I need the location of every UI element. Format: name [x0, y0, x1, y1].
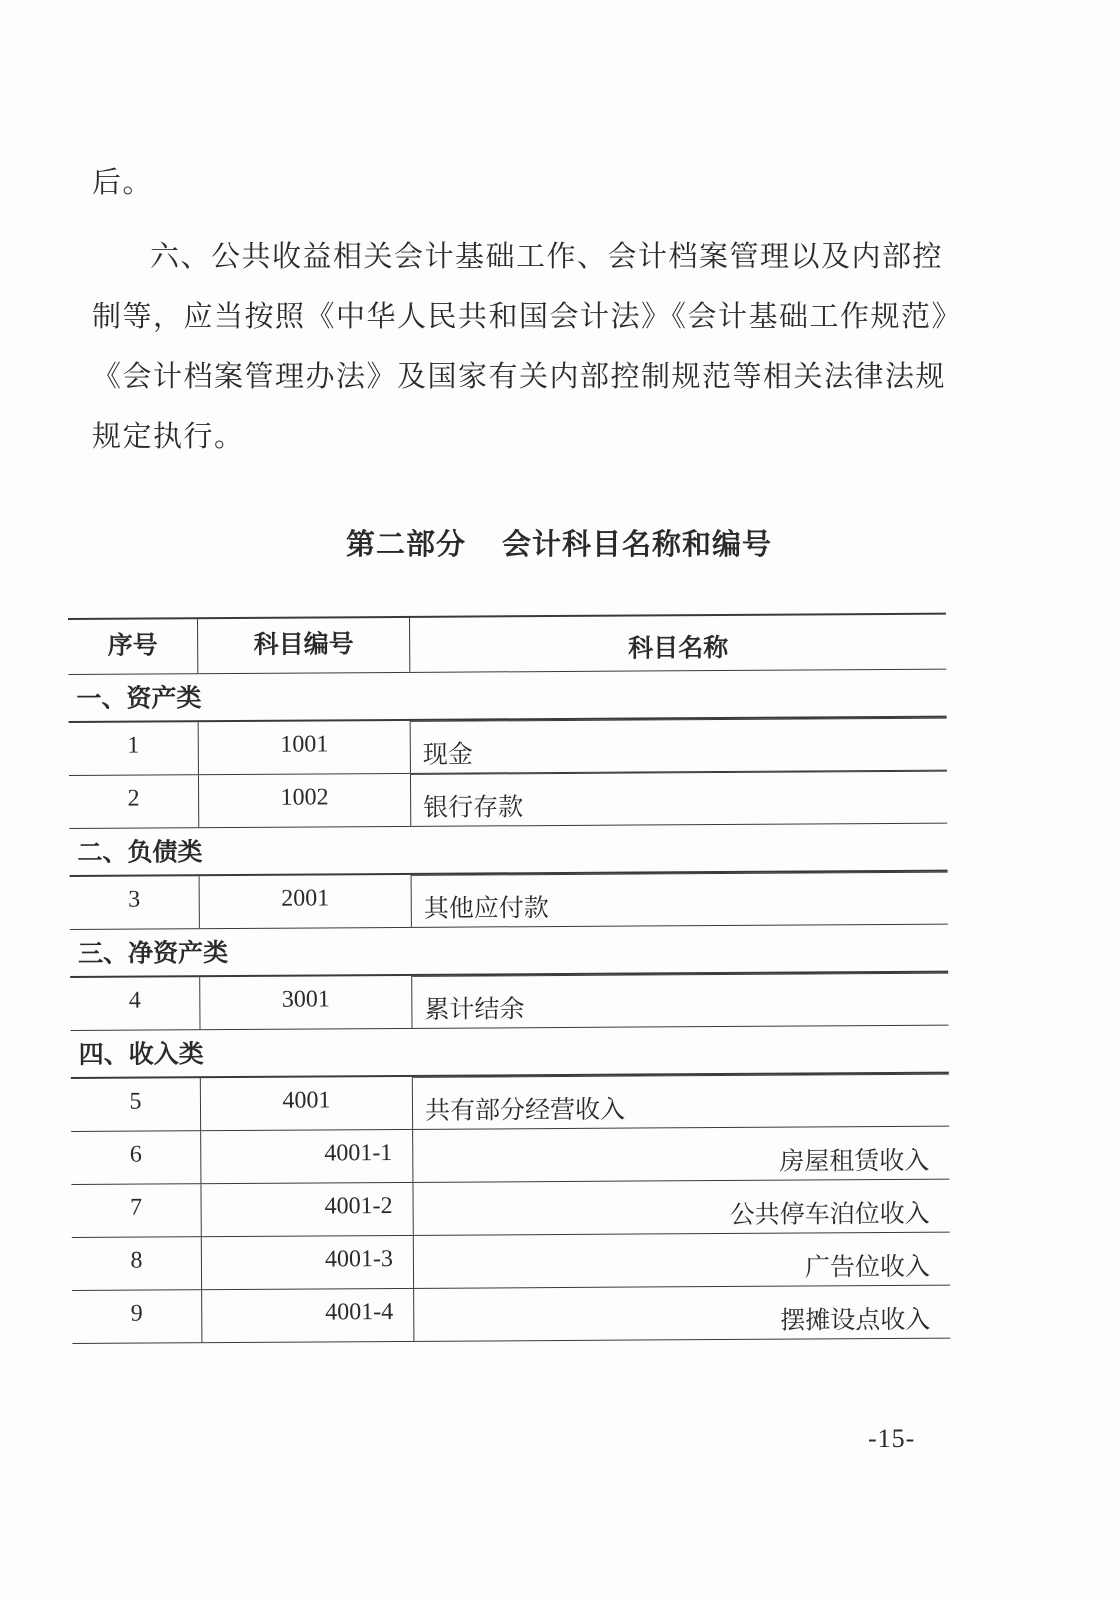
row-name: 房屋租赁收入	[779, 1145, 930, 1176]
row-seq: 6	[71, 1131, 201, 1184]
row-code: 1001	[199, 721, 411, 774]
row-code: 4001-2	[201, 1183, 413, 1236]
row-code: 2001	[200, 875, 412, 928]
header-seq: 序号	[68, 619, 198, 674]
row-code: 4001-4	[202, 1289, 414, 1342]
row-name: 公共停车泊位收入	[729, 1198, 930, 1229]
header-name: 科目名称	[628, 632, 729, 663]
category-row	[69, 824, 947, 877]
row-name: 摆摊设点收入	[780, 1304, 931, 1335]
paragraph-six: 六、公共收益相关会计基础工作、会计档案管理以及内部控制等，应当按照《中华人民共和国会计法》《会计基础工作规范》《会计档案管理办法》及国家有关内部控制规范等相关法律法规规定执行。	[92, 239, 963, 453]
table-row	[70, 973, 948, 1031]
table-row	[71, 1180, 949, 1238]
paragraph-continuation: 后。	[92, 165, 154, 199]
section-part-label: 第二部分	[345, 527, 466, 561]
row-seq: 4	[70, 977, 200, 1030]
table-row	[69, 718, 947, 776]
row-seq: 5	[71, 1078, 201, 1131]
row-code: 4001-3	[202, 1236, 414, 1289]
category-label: 二、负债类	[77, 837, 203, 867]
table-row	[72, 1286, 950, 1344]
row-name: 共有部分经营收入	[413, 1074, 949, 1129]
category-row	[71, 1026, 949, 1079]
table-row	[71, 1074, 949, 1132]
row-name: 累计结余	[412, 973, 948, 1028]
category-row	[70, 925, 948, 978]
row-seq: 3	[70, 876, 200, 929]
account-table	[68, 613, 950, 1344]
row-seq: 7	[71, 1184, 201, 1237]
row-code: 4001-1	[201, 1130, 413, 1183]
row-code: 3001	[200, 976, 412, 1029]
row-name: 银行存款	[411, 771, 947, 826]
row-seq: 1	[69, 722, 199, 775]
category-row	[68, 670, 946, 723]
row-seq: 8	[72, 1237, 202, 1290]
table-row	[71, 1127, 949, 1185]
table-row	[70, 872, 948, 930]
section-title-text: 会计科目名称和编号	[502, 527, 773, 561]
row-name: 广告位收入	[804, 1251, 931, 1282]
category-label: 四、收入类	[78, 1039, 204, 1069]
category-label: 一、资产类	[76, 683, 202, 713]
row-seq: 2	[69, 775, 199, 828]
row-code: 4001	[201, 1077, 413, 1130]
category-label: 三、净资产类	[77, 938, 229, 968]
table-row	[69, 771, 947, 829]
section-heading	[0, 522, 1118, 563]
table-row	[72, 1233, 950, 1291]
row-code: 1002	[199, 774, 411, 827]
table-header-row	[68, 613, 946, 675]
page-number: -15-	[868, 1424, 916, 1453]
row-name: 现金	[411, 718, 947, 773]
header-code: 科目编号	[198, 618, 410, 673]
row-seq: 9	[72, 1290, 202, 1343]
row-name: 其他应付款	[412, 872, 948, 927]
